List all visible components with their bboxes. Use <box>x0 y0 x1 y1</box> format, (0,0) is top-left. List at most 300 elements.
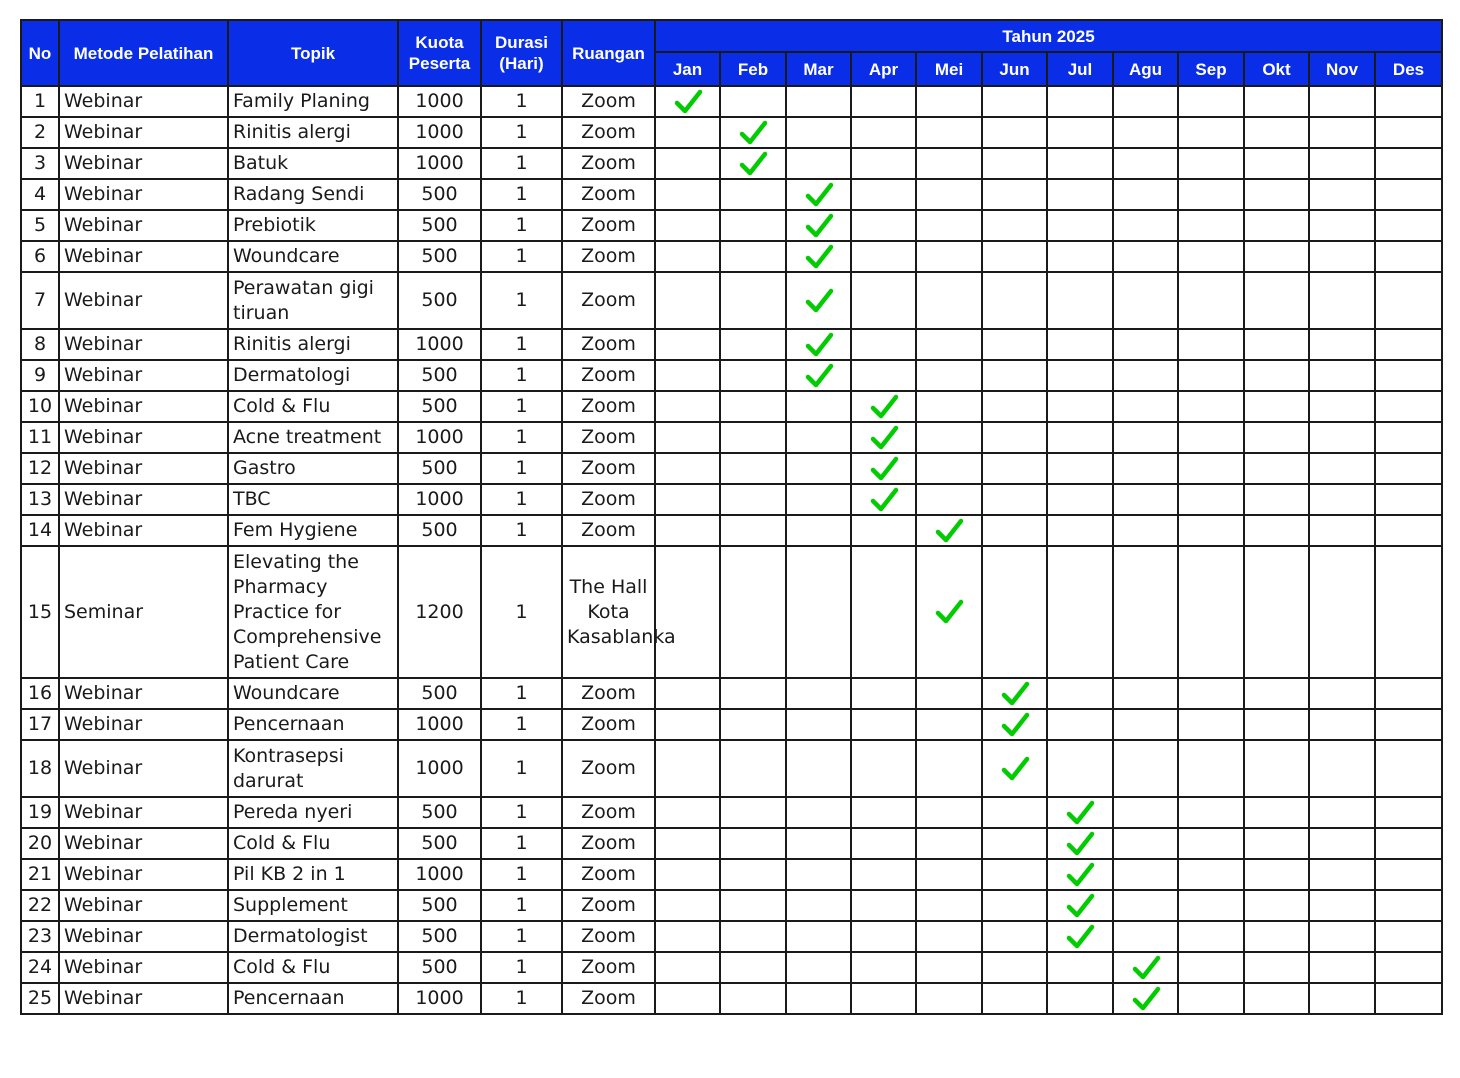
row-no: 23 <box>21 921 59 952</box>
month-cell-jul <box>1047 546 1113 678</box>
month-cell-jun <box>982 797 1047 828</box>
table-row <box>21 515 1442 546</box>
row-no: 12 <box>21 453 59 484</box>
month-cell-apr <box>851 272 916 329</box>
month-cell-mar <box>786 241 851 272</box>
row-topik: Cold & Flu <box>228 391 398 422</box>
table-row <box>21 148 1442 179</box>
month-cell-apr <box>851 484 916 515</box>
month-cell-agu <box>1113 921 1178 952</box>
row-kuota: 1000 <box>398 422 481 453</box>
month-cell-jun <box>982 391 1047 422</box>
month-cell-nov <box>1309 391 1375 422</box>
row-durasi: 1 <box>481 709 562 740</box>
month-cell-feb <box>720 828 786 859</box>
row-topik: Elevating the Pharmacy Practice for Comprehensive Patient Care <box>228 546 398 678</box>
month-cell-jan <box>655 453 720 484</box>
check-icon <box>987 680 1042 708</box>
month-cell-okt <box>1244 546 1309 678</box>
row-no: 13 <box>21 484 59 515</box>
row-kuota: 500 <box>398 453 481 484</box>
month-cell-jan <box>655 391 720 422</box>
row-metode: Webinar <box>59 709 228 740</box>
row-no: 24 <box>21 952 59 983</box>
month-cell-okt <box>1244 515 1309 546</box>
row-durasi: 1 <box>481 740 562 797</box>
month-cell-jul <box>1047 329 1113 360</box>
row-durasi: 1 <box>481 86 562 117</box>
row-no: 21 <box>21 859 59 890</box>
row-metode: Webinar <box>59 890 228 921</box>
row-metode: Webinar <box>59 210 228 241</box>
month-cell-des <box>1375 828 1442 859</box>
row-topik: Pencernaan <box>228 709 398 740</box>
month-cell-feb <box>720 179 786 210</box>
month-cell-apr <box>851 117 916 148</box>
month-cell-sep <box>1178 515 1244 546</box>
month-cell-agu <box>1113 515 1178 546</box>
month-cell-jul <box>1047 422 1113 453</box>
table-row <box>21 453 1442 484</box>
row-durasi: 1 <box>481 360 562 391</box>
month-cell-jan <box>655 241 720 272</box>
month-cell-feb <box>720 148 786 179</box>
month-cell-jun <box>982 515 1047 546</box>
month-cell-apr <box>851 797 916 828</box>
month-cell-agu <box>1113 484 1178 515</box>
month-cell-jun <box>982 360 1047 391</box>
row-no: 7 <box>21 272 59 329</box>
month-cell-feb <box>720 391 786 422</box>
month-cell-des <box>1375 983 1442 1014</box>
month-cell-okt <box>1244 921 1309 952</box>
month-cell-sep <box>1178 86 1244 117</box>
table-row <box>21 890 1442 921</box>
month-cell-feb <box>720 709 786 740</box>
table-row <box>21 329 1442 360</box>
row-topik: Cold & Flu <box>228 828 398 859</box>
month-cell-mei <box>916 515 982 546</box>
row-topik: Pencernaan <box>228 983 398 1014</box>
row-kuota: 500 <box>398 890 481 921</box>
month-cell-apr <box>851 86 916 117</box>
month-cell-des <box>1375 453 1442 484</box>
row-durasi: 1 <box>481 148 562 179</box>
month-cell-mei <box>916 391 982 422</box>
row-topik: TBC <box>228 484 398 515</box>
month-cell-apr <box>851 453 916 484</box>
month-cell-jan <box>655 859 720 890</box>
row-ruangan: Zoom <box>562 453 655 484</box>
month-cell-mar <box>786 797 851 828</box>
table-row <box>21 740 1442 797</box>
check-icon <box>725 119 781 147</box>
month-cell-jul <box>1047 241 1113 272</box>
row-topik: Rinitis alergi <box>228 329 398 360</box>
row-durasi: 1 <box>481 983 562 1014</box>
month-cell-okt <box>1244 484 1309 515</box>
month-cell-jul <box>1047 709 1113 740</box>
month-cell-des <box>1375 272 1442 329</box>
month-cell-apr <box>851 740 916 797</box>
month-cell-agu <box>1113 241 1178 272</box>
row-ruangan: Zoom <box>562 859 655 890</box>
month-cell-jan <box>655 921 720 952</box>
row-topik: Acne treatment <box>228 422 398 453</box>
month-cell-feb <box>720 484 786 515</box>
month-cell-sep <box>1178 117 1244 148</box>
month-cell-nov <box>1309 422 1375 453</box>
header-topik: Topik <box>228 20 398 86</box>
month-cell-mei <box>916 422 982 453</box>
month-cell-jun <box>982 983 1047 1014</box>
row-durasi: 1 <box>481 828 562 859</box>
month-cell-mar <box>786 678 851 709</box>
month-cell-agu <box>1113 546 1178 678</box>
table-row <box>21 422 1442 453</box>
month-cell-jun <box>982 484 1047 515</box>
month-cell-jul <box>1047 272 1113 329</box>
check-icon <box>1118 954 1173 982</box>
table-row <box>21 859 1442 890</box>
table-row <box>21 546 1442 678</box>
month-cell-okt <box>1244 952 1309 983</box>
row-ruangan: Zoom <box>562 117 655 148</box>
row-metode: Webinar <box>59 86 228 117</box>
table-row <box>21 678 1442 709</box>
month-cell-agu <box>1113 453 1178 484</box>
row-kuota: 500 <box>398 678 481 709</box>
month-cell-des <box>1375 86 1442 117</box>
month-cell-feb <box>720 117 786 148</box>
table-row <box>21 983 1442 1014</box>
row-kuota: 1000 <box>398 983 481 1014</box>
month-cell-okt <box>1244 241 1309 272</box>
row-ruangan: Zoom <box>562 515 655 546</box>
month-cell-jan <box>655 952 720 983</box>
header-month-mar: Mar <box>786 52 851 86</box>
month-cell-mei <box>916 272 982 329</box>
row-metode: Webinar <box>59 859 228 890</box>
month-cell-okt <box>1244 678 1309 709</box>
month-cell-des <box>1375 360 1442 391</box>
row-ruangan: Zoom <box>562 797 655 828</box>
row-durasi: 1 <box>481 179 562 210</box>
month-cell-nov <box>1309 952 1375 983</box>
month-cell-des <box>1375 797 1442 828</box>
row-no: 11 <box>21 422 59 453</box>
month-cell-okt <box>1244 86 1309 117</box>
month-cell-sep <box>1178 828 1244 859</box>
row-metode: Webinar <box>59 179 228 210</box>
row-ruangan: Zoom <box>562 952 655 983</box>
month-cell-jul <box>1047 797 1113 828</box>
month-cell-feb <box>720 546 786 678</box>
month-cell-mei <box>916 709 982 740</box>
row-topik: Dermatologist <box>228 921 398 952</box>
month-cell-feb <box>720 210 786 241</box>
month-cell-okt <box>1244 422 1309 453</box>
row-kuota: 1000 <box>398 329 481 360</box>
header-no: No <box>21 20 59 86</box>
month-cell-mar <box>786 422 851 453</box>
month-cell-sep <box>1178 678 1244 709</box>
row-kuota: 1000 <box>398 86 481 117</box>
check-icon <box>1052 799 1108 827</box>
row-topik: Perawatan gigi tiruan <box>228 272 398 329</box>
row-metode: Webinar <box>59 921 228 952</box>
table-header <box>21 20 1442 86</box>
row-durasi: 1 <box>481 422 562 453</box>
month-cell-sep <box>1178 546 1244 678</box>
row-kuota: 500 <box>398 391 481 422</box>
row-metode: Webinar <box>59 422 228 453</box>
month-cell-feb <box>720 983 786 1014</box>
row-metode: Webinar <box>59 515 228 546</box>
row-kuota: 500 <box>398 210 481 241</box>
row-durasi: 1 <box>481 890 562 921</box>
header-month-okt: Okt <box>1244 52 1309 86</box>
month-cell-okt <box>1244 890 1309 921</box>
row-durasi: 1 <box>481 241 562 272</box>
month-cell-feb <box>720 329 786 360</box>
row-topik: Fem Hygiene <box>228 515 398 546</box>
month-cell-mar <box>786 546 851 678</box>
month-cell-mar <box>786 952 851 983</box>
month-cell-jan <box>655 515 720 546</box>
row-kuota: 500 <box>398 921 481 952</box>
month-cell-jan <box>655 210 720 241</box>
month-cell-mar <box>786 86 851 117</box>
table-row <box>21 241 1442 272</box>
month-cell-mar <box>786 329 851 360</box>
row-no: 15 <box>21 546 59 678</box>
header-month-apr: Apr <box>851 52 916 86</box>
month-cell-nov <box>1309 360 1375 391</box>
month-cell-apr <box>851 391 916 422</box>
month-cell-sep <box>1178 797 1244 828</box>
month-cell-sep <box>1178 890 1244 921</box>
month-cell-mar <box>786 921 851 952</box>
month-cell-sep <box>1178 329 1244 360</box>
month-cell-okt <box>1244 709 1309 740</box>
row-ruangan: Zoom <box>562 983 655 1014</box>
check-icon <box>725 150 781 178</box>
month-cell-mei <box>916 86 982 117</box>
month-cell-mar <box>786 391 851 422</box>
row-kuota: 1000 <box>398 859 481 890</box>
row-ruangan: Zoom <box>562 740 655 797</box>
month-cell-nov <box>1309 797 1375 828</box>
month-cell-sep <box>1178 484 1244 515</box>
check-icon <box>856 455 911 483</box>
month-cell-des <box>1375 952 1442 983</box>
month-cell-jun <box>982 179 1047 210</box>
header-ruangan: Ruangan <box>562 20 655 86</box>
row-no: 8 <box>21 329 59 360</box>
month-cell-apr <box>851 983 916 1014</box>
month-cell-okt <box>1244 329 1309 360</box>
row-no: 14 <box>21 515 59 546</box>
month-cell-feb <box>720 740 786 797</box>
month-cell-jun <box>982 740 1047 797</box>
row-topik: Pil KB 2 in 1 <box>228 859 398 890</box>
row-metode: Webinar <box>59 797 228 828</box>
month-cell-agu <box>1113 740 1178 797</box>
month-cell-okt <box>1244 453 1309 484</box>
month-cell-sep <box>1178 148 1244 179</box>
row-ruangan: Zoom <box>562 360 655 391</box>
month-cell-nov <box>1309 241 1375 272</box>
month-cell-nov <box>1309 740 1375 797</box>
month-cell-jun <box>982 546 1047 678</box>
month-cell-okt <box>1244 983 1309 1014</box>
month-cell-mar <box>786 515 851 546</box>
month-cell-nov <box>1309 515 1375 546</box>
row-durasi: 1 <box>481 210 562 241</box>
month-cell-feb <box>720 86 786 117</box>
month-cell-sep <box>1178 210 1244 241</box>
check-icon <box>660 88 715 116</box>
month-cell-agu <box>1113 859 1178 890</box>
month-cell-mar <box>786 859 851 890</box>
header-month-agu: Agu <box>1113 52 1178 86</box>
month-cell-feb <box>720 797 786 828</box>
month-cell-jan <box>655 86 720 117</box>
month-cell-agu <box>1113 709 1178 740</box>
month-cell-feb <box>720 859 786 890</box>
month-cell-jun <box>982 859 1047 890</box>
month-cell-des <box>1375 921 1442 952</box>
row-no: 22 <box>21 890 59 921</box>
month-cell-jul <box>1047 179 1113 210</box>
month-cell-mar <box>786 210 851 241</box>
check-icon <box>987 711 1042 739</box>
row-topik: Woundcare <box>228 678 398 709</box>
month-cell-feb <box>720 890 786 921</box>
row-kuota: 500 <box>398 241 481 272</box>
month-cell-okt <box>1244 272 1309 329</box>
month-cell-sep <box>1178 740 1244 797</box>
month-cell-jun <box>982 890 1047 921</box>
row-ruangan: Zoom <box>562 484 655 515</box>
month-cell-feb <box>720 422 786 453</box>
month-cell-okt <box>1244 797 1309 828</box>
row-topik: Prebiotik <box>228 210 398 241</box>
month-cell-jan <box>655 709 720 740</box>
row-ruangan: Zoom <box>562 329 655 360</box>
row-durasi: 1 <box>481 797 562 828</box>
row-kuota: 1000 <box>398 117 481 148</box>
month-cell-jan <box>655 360 720 391</box>
month-cell-agu <box>1113 828 1178 859</box>
month-cell-mar <box>786 148 851 179</box>
header-month-mei: Mei <box>916 52 982 86</box>
row-ruangan: Zoom <box>562 179 655 210</box>
row-durasi: 1 <box>481 453 562 484</box>
month-cell-apr <box>851 422 916 453</box>
month-cell-okt <box>1244 117 1309 148</box>
row-metode: Seminar <box>59 546 228 678</box>
month-cell-mar <box>786 484 851 515</box>
month-cell-okt <box>1244 179 1309 210</box>
row-durasi: 1 <box>481 484 562 515</box>
month-cell-mar <box>786 117 851 148</box>
month-cell-agu <box>1113 391 1178 422</box>
month-cell-mei <box>916 360 982 391</box>
month-cell-mei <box>916 148 982 179</box>
month-cell-des <box>1375 210 1442 241</box>
month-cell-agu <box>1113 797 1178 828</box>
row-topik: Batuk <box>228 148 398 179</box>
month-cell-apr <box>851 859 916 890</box>
month-cell-agu <box>1113 329 1178 360</box>
check-icon <box>856 424 911 452</box>
row-no: 16 <box>21 678 59 709</box>
month-cell-nov <box>1309 117 1375 148</box>
table-row <box>21 484 1442 515</box>
row-no: 3 <box>21 148 59 179</box>
month-cell-nov <box>1309 179 1375 210</box>
row-topik: Gastro <box>228 453 398 484</box>
row-kuota: 500 <box>398 179 481 210</box>
row-no: 17 <box>21 709 59 740</box>
row-ruangan: Zoom <box>562 148 655 179</box>
month-cell-nov <box>1309 890 1375 921</box>
month-cell-mar <box>786 453 851 484</box>
table-row <box>21 921 1442 952</box>
row-kuota: 500 <box>398 515 481 546</box>
month-cell-nov <box>1309 678 1375 709</box>
row-metode: Webinar <box>59 391 228 422</box>
month-cell-jan <box>655 272 720 329</box>
check-icon <box>1118 985 1173 1013</box>
table-body <box>21 86 1442 1014</box>
month-cell-okt <box>1244 828 1309 859</box>
check-icon <box>791 287 846 315</box>
month-cell-jun <box>982 678 1047 709</box>
row-metode: Webinar <box>59 983 228 1014</box>
month-cell-mar <box>786 360 851 391</box>
month-cell-nov <box>1309 86 1375 117</box>
month-cell-jan <box>655 329 720 360</box>
header-month-jan: Jan <box>655 52 720 86</box>
month-cell-mei <box>916 859 982 890</box>
month-cell-mei <box>916 921 982 952</box>
month-cell-jul <box>1047 86 1113 117</box>
row-metode: Webinar <box>59 828 228 859</box>
table-row <box>21 179 1442 210</box>
month-cell-mar <box>786 828 851 859</box>
month-cell-mei <box>916 740 982 797</box>
row-topik: Cold & Flu <box>228 952 398 983</box>
month-cell-des <box>1375 241 1442 272</box>
row-metode: Webinar <box>59 453 228 484</box>
row-no: 9 <box>21 360 59 391</box>
table-row <box>21 210 1442 241</box>
month-cell-jul <box>1047 391 1113 422</box>
month-cell-feb <box>720 921 786 952</box>
month-cell-jan <box>655 828 720 859</box>
row-ruangan: Zoom <box>562 890 655 921</box>
month-cell-mei <box>916 241 982 272</box>
month-cell-jan <box>655 148 720 179</box>
month-cell-jul <box>1047 515 1113 546</box>
month-cell-jul <box>1047 678 1113 709</box>
header-metode: Metode Pelatihan <box>59 20 228 86</box>
row-no: 6 <box>21 241 59 272</box>
row-topik: Family Planing <box>228 86 398 117</box>
